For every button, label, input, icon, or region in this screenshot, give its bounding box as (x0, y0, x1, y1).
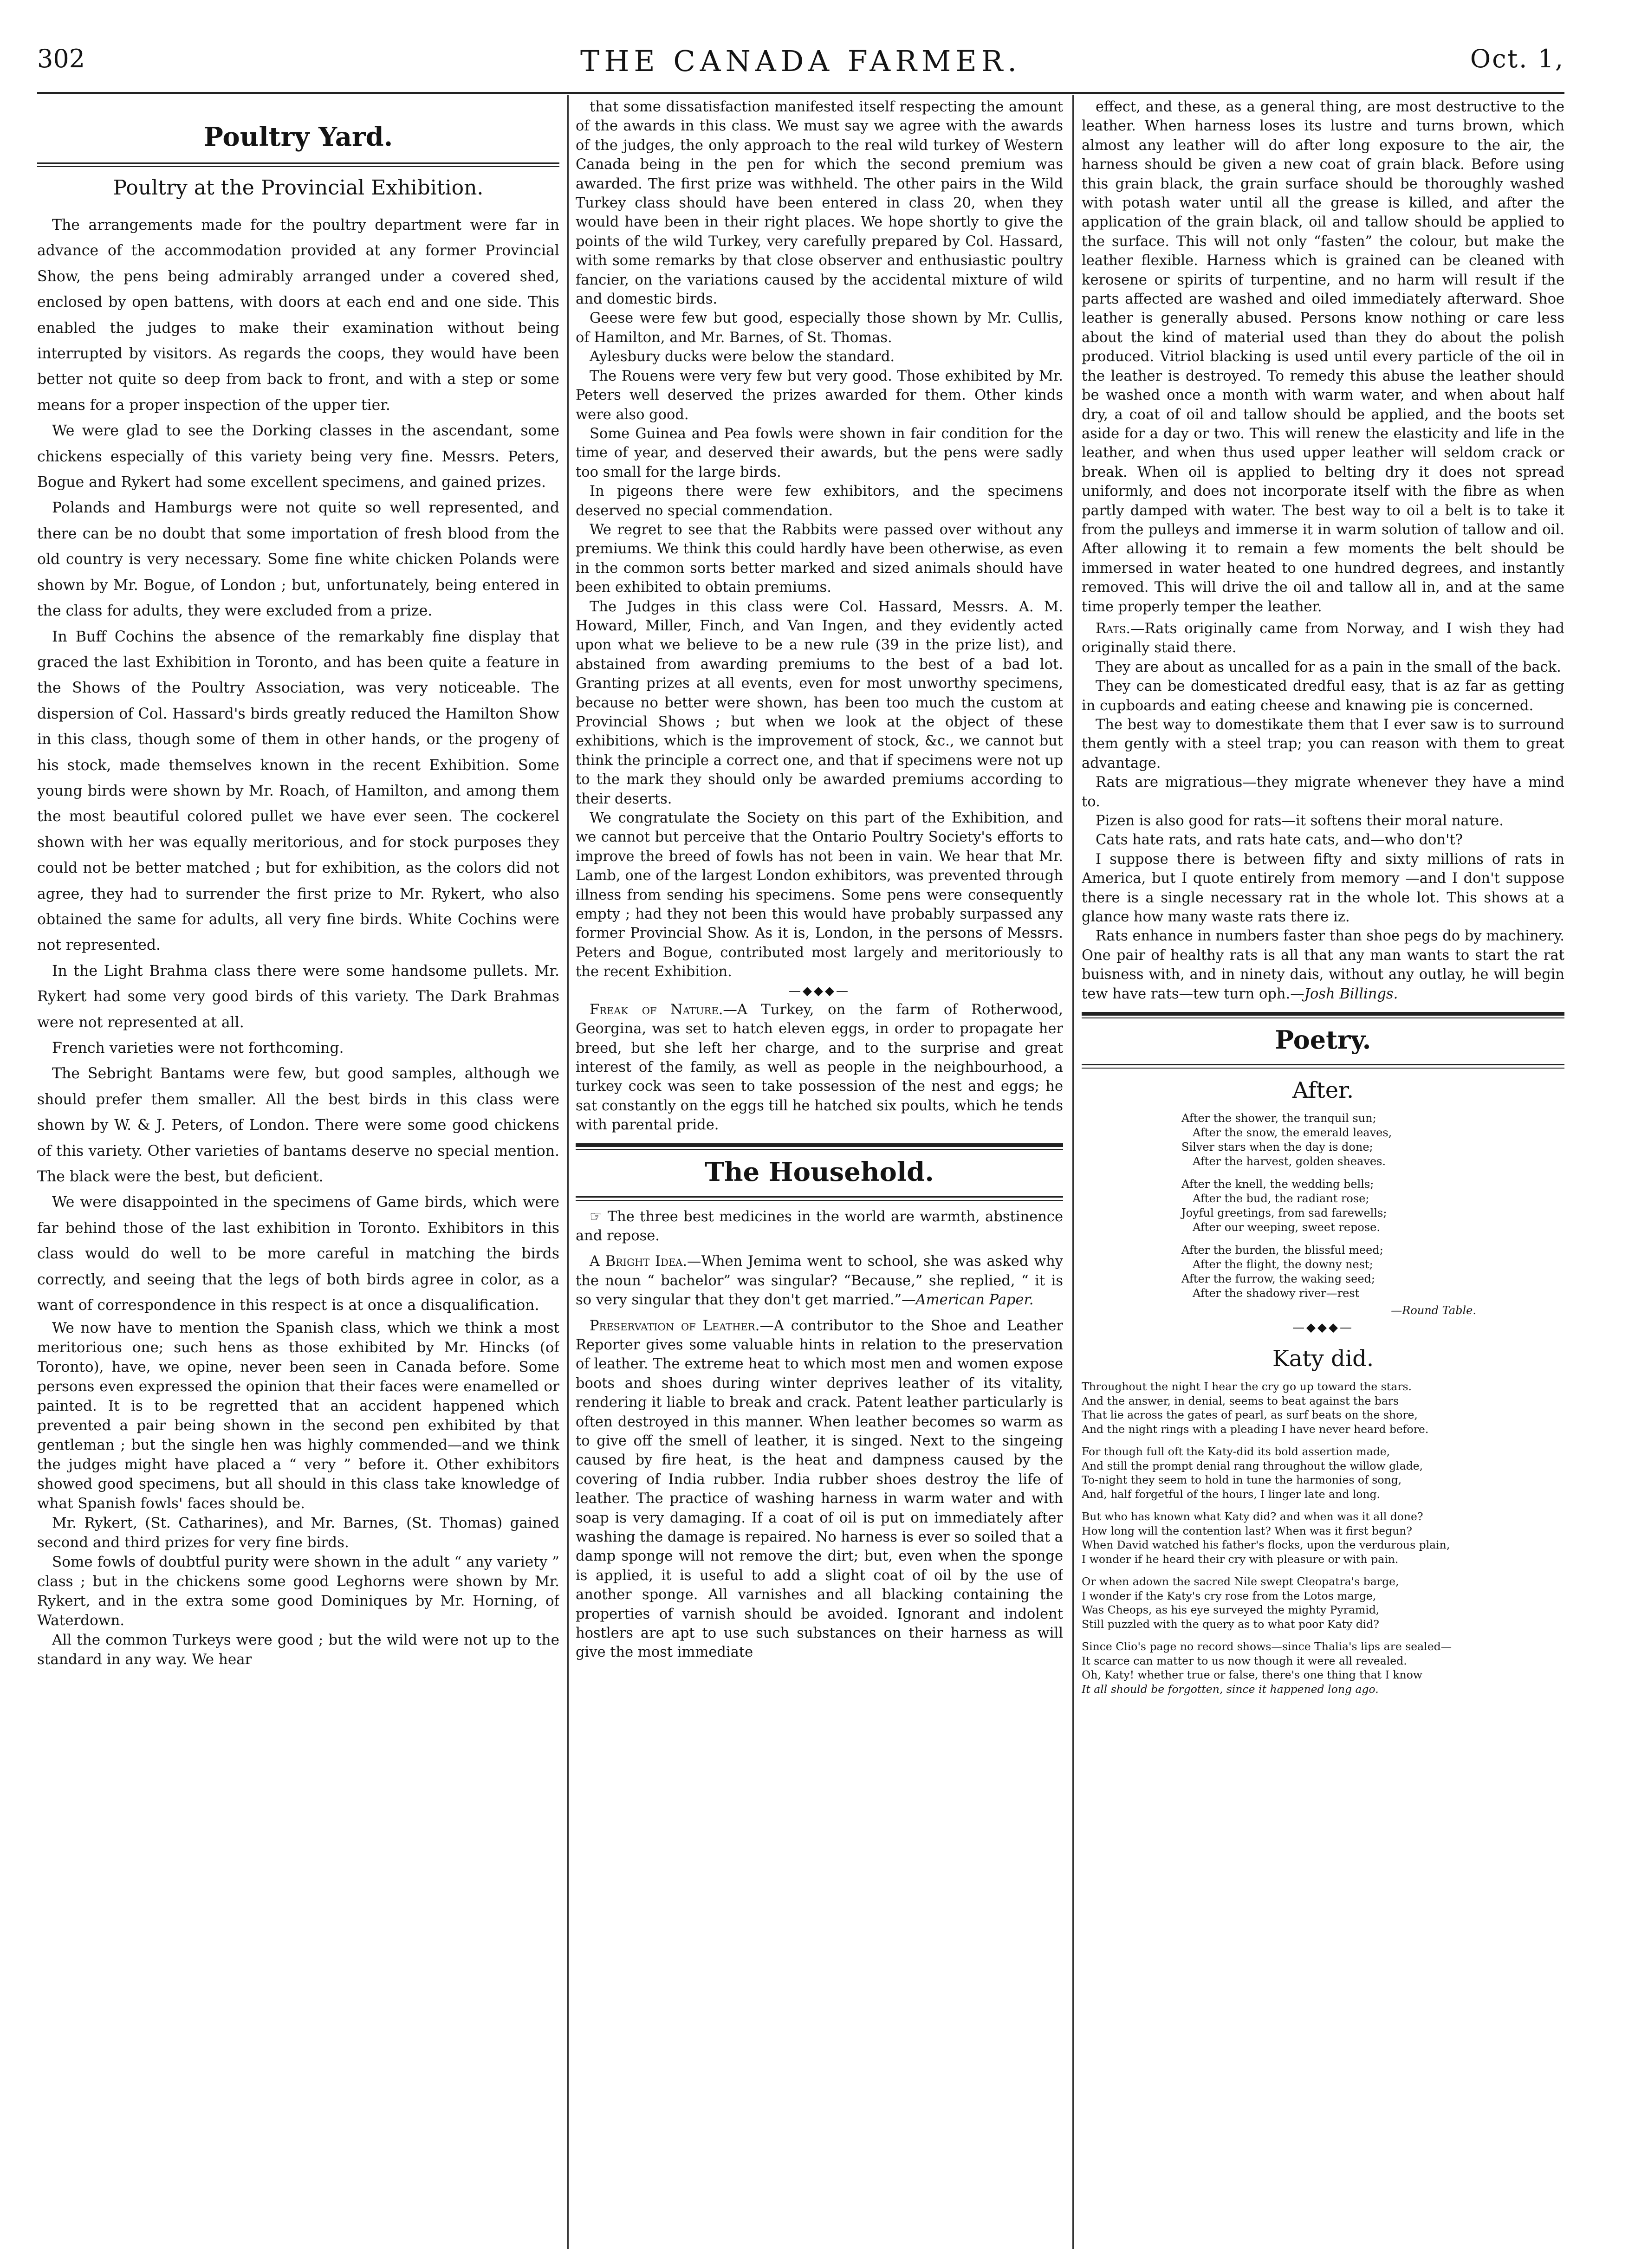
bright-idea-lead: A Bright Idea. (590, 1253, 688, 1270)
poem-line: And the answer, in denial, seems to beat against the bars (1082, 1394, 1399, 1407)
poem-line: After the bud, the radiant rose; (1193, 1192, 1369, 1205)
poem-line: How long will the contention last? When was it first begun? (1082, 1524, 1412, 1537)
poem-line: After our weeping, sweet repose. (1193, 1221, 1380, 1234)
ornamental-separator: —◆◆◆— (1292, 1321, 1354, 1335)
bright-idea-source: American Paper. (915, 1292, 1034, 1309)
column-3 (1082, 97, 1564, 2251)
paragraph: Rats are migratious—they migrate whenever they have a mind to. (1082, 774, 1564, 810)
paragraph: effect, and these, as a general thing, are most destructive to the leather. When harness loses its lustre and turns brown, which almost any leather will do after long exposure to the air, the harness should be given a new coat of grain black. Before using this grain black, the grain surface should be thoroughly washed with potash water until all the grease is killed, and after the application of the grain black, oil and tallow should be applied to the surface. This will not only “fasten” the colour, but make the leather flexible. Harness which is grained can be cleaned with kerosene or spirits of turpentine, and no harm will result if the parts affected are washed and oiled immediately afterward. Shoe leather is generally abused. Persons know nothing or care less about the kind of material used than they do about the polish produced. Vitriol blacking is used until every particle of the oil in the leather is destroyed. To remedy this abuse the leather should be washed once a month with warm water, and when about half dry, a coat of oil and tallow should be applied, and the boots set aside for a day or two. This will renew the elasticity and life in the leather, and when thus used upper leather will seldom crack or break. When oil is applied to belting dry it does not spread uniformly, and does not incorporate itself with the fibre as when partly damped with water. The best way to oil a belt is to take it from the pulleys and immerse it in warm solution of tallow and oil. After allowing it to remain a few moments the belt should be immersed in water heated to one hundred degrees, and instantly removed. This will drive the oil and tallow all in, and at the same time properly temper the leather. (1082, 99, 1564, 615)
poem-line: Throughout the night I hear the cry go up toward the stars. (1082, 1380, 1412, 1393)
paragraph: They are about as uncalled for as a pain in the small of the back. (1096, 659, 1561, 675)
poem-line: After the burden, the blissful meed; (1181, 1244, 1383, 1257)
poem-stanza (1082, 1177, 1564, 1235)
paragraph: We were glad to see the Dorking classes in the ascendant, some chickens especially of this variety being very fine. Messrs. Peters, Bogue and Rykert had some excellent specimens, and gained prizes. (37, 422, 559, 491)
leather-paragraph (576, 1316, 1063, 1662)
paragraph: I suppose there is between fifty and sixty millions of rats in America, but I quote entirely from memory —and I don't suppose there is a single necessary rat in the whole lot. This shows at a glance how many waste rats there iz. (1082, 851, 1564, 926)
poem-line: It all should be forgotten, since it happened long ago. (1082, 1682, 1379, 1696)
column-1 (37, 97, 559, 2251)
paragraph: Mr. Rykert, (St. Catharines), and Mr. Barnes, (St. Thomas) gained second and third prizes for very fine birds. (37, 1515, 559, 1551)
poem-line: After the knell, the wedding bells; (1181, 1178, 1374, 1191)
paragraph: Geese were few but good, especially those shown by Mr. Cullis, of Hamilton, and Mr. Barnes, of St. Thomas. (576, 310, 1063, 346)
paragraph: They can be domesticated dredful easy, that is az far as getting in cupboards and eating cheese and knawing pie is concerned. (1082, 678, 1564, 714)
poem-line: And the night rings with a pleading I have never heard before. (1082, 1422, 1429, 1436)
poem-title-katy-did: Katy did. (1272, 1346, 1374, 1372)
paragraph: Aylesbury ducks were below the standard. (590, 349, 895, 365)
poem-stanza (1082, 1445, 1564, 1501)
header-rule (37, 92, 1564, 94)
medicines-text: The three best medicines in the world are warmth, abstinence and repose. (576, 1208, 1063, 1244)
paragraph: We were disappointed in the specimens of Game birds, which were far behind those of the last exhibition in Toronto. Exhibitors in this class would do well to be more careful in matching the birds correctly, and seeing that the legs of both birds agree in color, as a want of correspondence in this respect is at once a disqualification. (37, 1194, 559, 1314)
section-rule (576, 1143, 1063, 1147)
paragraph: Polands and Hamburgs were not quite so well represented, and there can be no doubt that some importation of fresh blood from the old country is very necessary. Some fine white chicken Polands were shown by Mr. Bogue, of London ; but, unfortunately, being entered in the class for adults, they were excluded from a prize. (37, 499, 559, 620)
freak-lead: Freak of Nature. (590, 1001, 723, 1018)
medicines-note (576, 1207, 1063, 1246)
section-title-household: The Household. (705, 1156, 934, 1187)
leather-text: —A contributor to the Shoe and Leather Reporter gives some valuable hints in relation to the preservation of leather. The extreme heat to which most men and women expose boots and shoes during winter deprives leather of its vitality, rendering it liable to break and crack. Patent leather particularly is often destroyed in this manner. When leather becomes so warm as to give off the smell of leather, it is singed. Next to the singeing caused by fire heat, is the heat and dampness caused by the covering of India rubber. India rubber shoes destroy the life of leather. The practice of washing harness in warm water and with soap is very damaging. If a coat of oil is put on immediately after washing the damage is repaired. No harness is ever so soiled that a damp sponge will not remove the dirt; but, even when the sponge is applied, it is useful to add a slight coat of oil by the use of another sponge. All varnishes and all blacking containing the properties of varnish should be avoided. Ignorant and indolent hostlers are apt to use such substances on their harness as will give the most immediate (576, 1317, 1063, 1661)
rats-final-text: Rats enhance in numbers faster than shoe pegs do by machinery. One pair of healthy rats is all that any man wants to start the rat buisness with, and in ninety dais, without any outlay, he will begin tew have rats—tew turn oph.— (1082, 928, 1564, 1002)
page-number: 302 (37, 44, 85, 73)
poem-stanza (1082, 1575, 1564, 1631)
paragraph: The Sebright Bantams were few, but good samples, although we should prefer them smaller. All the best birds in this class were shown by W. & J. Peters, of London. There were some good chickens of this variety. Other varieties of bantams deserve no special mention. The black were the best, but deficient. (37, 1065, 559, 1186)
double-rule (37, 162, 559, 167)
poem-stanza (1082, 1639, 1564, 1696)
paragraph: The best way to domestikate them that I ever saw is to surround them gently with a steel trap; you can reason with them to great advantage. (1082, 717, 1564, 771)
poem-line: Joyful greetings, from sad farewells; (1181, 1206, 1387, 1220)
leather-lead: Preservation of Leather. (590, 1317, 760, 1334)
pointing-hand-icon: ☞ (590, 1208, 608, 1225)
poem-line: After the furrow, the waking seed; (1181, 1272, 1375, 1286)
poem-line: When David watched his father's flocks, upon the verdurous plain, (1082, 1538, 1450, 1552)
freak-text: —A Turkey, on the farm of Rotherwood, Georgina, was set to hatch eleven eggs, in order to propagate her breed, but she left her charge, and to the surprise and great interest of the family, as well as people in the neighbourhood, a turkey cock was seen to take possession of the nest and eggs; he sat constantly on the eggs till he hatched six poults, which he tends with parental pride. (576, 1001, 1063, 1134)
poem-line: I wonder if the Katy's cry rose from the Lotos marge, (1082, 1589, 1376, 1602)
paragraph: Some Guinea and Pea fowls were shown in fair condition for the time of year, and deserved their awards, but the pens were sadly too small for the large birds. (576, 425, 1063, 480)
section-rule (1082, 1017, 1564, 1018)
column-divider (1072, 95, 1074, 2249)
rats-lead: Rats. (1096, 620, 1131, 637)
paragraph: We now have to mention the Spanish class, which we think a most meritorious one; such hens as those exhibited by Mr. Hincks (of Toronto), have, we opine, never been seen in Canada before. Some persons even expressed the opinion that their faces were enamelled or painted. It is to be regretted that an accident happened which prevented a pair being shown in the second pen exhibited by that gentleman ; but the single hen was highly commended—and we think the judges might have placed a “ very ” before it. Other exhibitors showed good specimens, but all should in this class take knowledge of what Spanish fowls' faces should be. (37, 1320, 559, 1512)
double-rule (1082, 1064, 1564, 1069)
section-title-poultry-yard: Poultry Yard. (203, 122, 393, 152)
paragraph: The Rouens were very few but very good. Those exhibited by Mr. Peters well deserved the prizes awarded for them. Other kinds were also good. (576, 368, 1063, 423)
column-2 (576, 97, 1063, 2251)
paragraph: that some dissatisfaction manifested itself respecting the amount of the awards in this class. We must say we agree with the awards of the judges, the only approach to the real wild turkey of Western Canada being in the pen for which the second premium was awarded. The first prize was withheld. The other pairs in the Wild Turkey class should have been entered in class 20, when they would have been in their right places. We hope shortly to give the points of the wild Turkey, very carefully prepared by Col. Hassard, with some remarks by that close observer and enthusiastic poultry fancier, on the variations caused by the accidental mixture of wild and domestic birds. (576, 99, 1063, 308)
poem-line: For though full oft the Katy-did its bold assertion made, (1082, 1445, 1390, 1458)
section-rule (1082, 1012, 1564, 1016)
paragraph: We regret to see that the Rabbits were passed over without any premiums. We think this could hardly have been otherwise, as even in the common sorts better marked and sized animals should have been exhibited to obtain premiums. (576, 521, 1063, 596)
poem-line: Or when adown the sacred Nile swept Cleopatra's barge, (1082, 1575, 1399, 1588)
paragraph: All the common Turkeys were good ; but the wild were not up to the standard in any way. We hear (37, 1632, 559, 1668)
poem-line: To-night they seem to hold in tune the harmonies of song, (1082, 1473, 1402, 1487)
poem-line: Since Clio's page no record shows—since Thalia's lips are sealed— (1082, 1640, 1452, 1653)
paragraph: Some fowls of doubtful purity were shown in the adult “ any variety ” class ; but in the chickens some good Leghorns were shown by Mr. Rykert, and in the extra some good Dominiques by Mr. Horning, of Waterdown. (37, 1554, 559, 1629)
double-rule (576, 1196, 1063, 1201)
issue-date: Oct. 1, (1470, 44, 1564, 73)
paragraph: The arrangements made for the poultry department were far in advance of the accommodation provided at any former Provincial Show, the pens being admirably arranged under a covered shed, enclosed by open battens, with doors at each end and one side. This enabled the judges to make their examination without being interrupted by visitors. As regards the coops, they would have been better not quite so deep from back to front, and with a step or some means for a proper inspection of the upper tier. (37, 217, 559, 414)
page-header (37, 44, 1564, 91)
ornamental-separator: —◆◆◆— (789, 984, 850, 998)
rats-paragraph (1082, 619, 1564, 658)
paragraph: In pigeons there were few exhibitors, and the specimens deserved no special commendation. (576, 483, 1063, 519)
poem-stanza (1082, 1243, 1564, 1301)
section-title-poetry: Poetry. (1275, 1025, 1371, 1055)
poem-line: Was Cheops, as his eye surveyed the mighty Pyramid, (1082, 1603, 1380, 1617)
poem-line: Silver stars when the day is done; (1181, 1140, 1373, 1154)
section-rule (576, 1149, 1063, 1150)
poem-line: After the snow, the emerald leaves, (1193, 1126, 1392, 1140)
paragraph: Cats hate rats, and rats hate cats, and—who don't? (1096, 832, 1463, 849)
poem-line: That lie across the gates of pearl, as surf beats on the shore, (1082, 1408, 1418, 1422)
poem-line: I wonder if he heard their cry with pleasure or with pain. (1082, 1552, 1399, 1566)
paragraph: The Judges in this class were Col. Hassard, Messrs. A. M. Howard, Miller, Finch, and Van Ingen, and they evidently acted upon what we believe to be a new rule (39 in the prize list), and abstained from awarding premiums to the best of a bad lot. Granting prizes at all events, even for most unworthy specimens, because no better were shown, has been too much the custom at Provincial Shows ; but when we look at the object of these exhibitions, which is the improvement of stock, &c., we cannot but think the principle a correct one, and that if specimens were not up to the mark they should only be awarded premiums according to their deserts. (576, 598, 1063, 807)
poem-stanza (1082, 1510, 1564, 1566)
column-divider (567, 95, 569, 2249)
poem-line: After the shadowy river—rest (1193, 1287, 1360, 1300)
paragraph: French varieties were not forthcoming. (52, 1040, 344, 1056)
poem-line: But who has known what Katy did? and when was it all done? (1082, 1510, 1423, 1523)
poem-line: Still puzzled with the query as to what poor Katy did? (1082, 1617, 1379, 1631)
poem-line: After the flight, the downy nest; (1193, 1258, 1373, 1271)
poem-title-after: After. (1292, 1077, 1354, 1104)
poem-line: And still the prompt denial rang throughout the willow glade, (1082, 1459, 1423, 1472)
bright-idea-paragraph (576, 1252, 1063, 1309)
rats-source: Josh Billings. (1304, 985, 1398, 1002)
poem-line: After the shower, the tranquil sun; (1181, 1112, 1376, 1125)
bright-idea-text: —When Jemima went to school, she was asked why the noun “ bachelor” was singular? “Because,” she replied, “ it is so very singular that they don't get married.”— (576, 1253, 1063, 1309)
paragraph: Pizen is also good for rats—it softens their moral nature. (1096, 813, 1504, 829)
paragraph (1082, 927, 1564, 1004)
poem-line: Oh, Katy! whether true or false, there's one thing that I know (1082, 1668, 1422, 1682)
poem-stanza (1082, 1111, 1564, 1169)
poem-line: And, half forgetful of the hours, I linger late and long. (1082, 1487, 1381, 1501)
rats-text: —Rats originally came from Norway, and I wish they had originally staid there. (1082, 620, 1564, 656)
paragraph: In Buff Cochins the absence of the remarkably fine display that graced the last Exhibition in Toronto, and has been quite a feature in the Shows of the Poultry Association, was very noticeable. The dispersion of Col. Hassard's birds greatly reduced the Hamilton Show in this class, though some of them in other hands, or the progeny of his stock, made themselves known in the recent Exhibition. Some young birds were shown by Mr. Roach, of Hamilton, and among them the most beautiful colored pullet we have ever seen. The cockerel shown with her was equally meritorious, and for stock purposes they could not be better matched ; but for exhibition, as the colors did not agree, they had to surrender the first prize to Mr. Rykert, who also obtained the same for adults, all very fine birds. White Cochins were not represented. (37, 628, 559, 954)
poem-line: After the harvest, golden sheaves. (1193, 1155, 1386, 1168)
poem-source: —Round Table. (1391, 1304, 1476, 1317)
poem-line: It scarce can matter to us now though it were all revealed. (1082, 1654, 1407, 1667)
article-title: Poultry at the Provincial Exhibition. (113, 176, 484, 200)
poem-stanza (1082, 1380, 1564, 1436)
freak-of-nature-paragraph (576, 1000, 1063, 1135)
paragraph: We congratulate the Society on this part of the Exhibition, and we cannot but perceive that the Ontario Poultry Society's efforts to improve the breed of fowls has not been in vain. We hear that Mr. Lamb, one of the largest London exhibitors, was prevented through illness from sending his specimens. Some pens were consequently empty ; had they not been this would have probably surpassed any former Provincial Show. As it is, London, in the persons of Messrs. Peters and Bogue, contributed most largely and meritoriously to the recent Exhibition. (576, 810, 1063, 980)
paragraph: In the Light Brahma class there were some handsome pullets. Mr. Rykert had some very good birds of this variety. The Dark Brahmas were not represented at all. (37, 962, 559, 1031)
journal-title: THE CANADA FARMER. (580, 44, 1022, 78)
